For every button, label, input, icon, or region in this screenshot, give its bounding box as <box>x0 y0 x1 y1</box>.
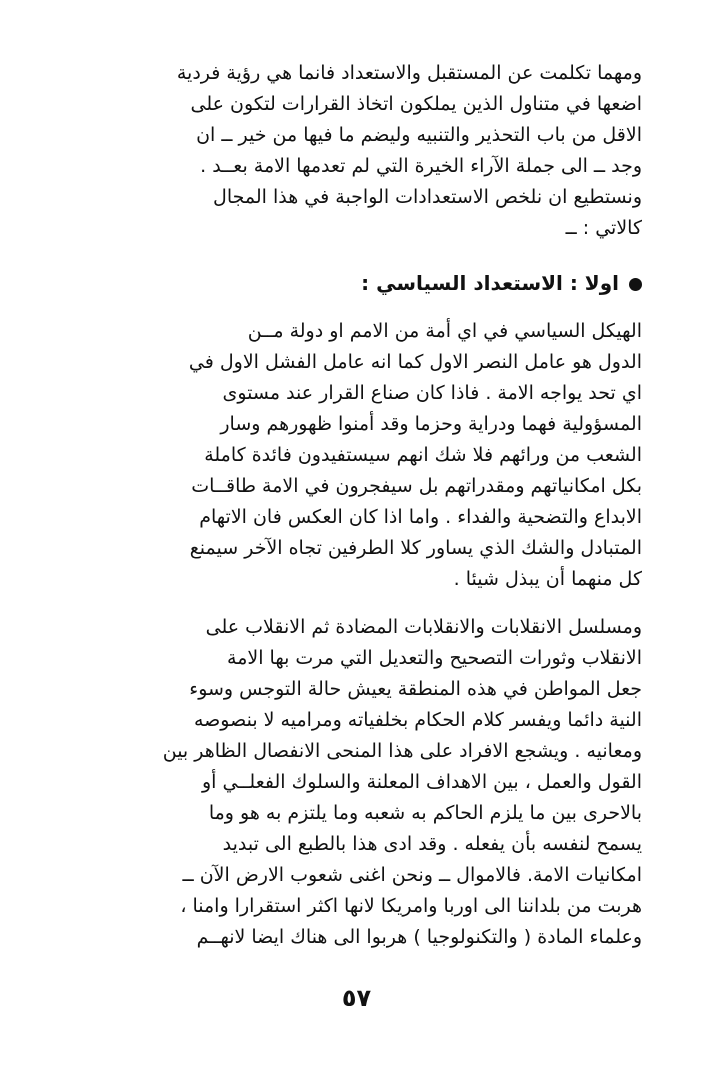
text-line: الابداع والتضحية والفداء . واما اذا كان العكس فان الاتهام <box>199 506 642 528</box>
text-line: يسمح لنفسه بأن يفعله . وقد ادى هذا بالطبع الى تبديد <box>222 833 642 855</box>
section-heading <box>100 268 642 299</box>
text-line: ونستطيع ان نلخص الاستعدادات الواجبة في هذا المجال <box>213 186 642 208</box>
text-line: ومسلسل الانقلابات والانقلابات المضادة ثم الانقلاب على <box>205 616 642 638</box>
text-line: اي تحد يواجه الامة . فاذا كان صناع القرار عند مستوى <box>222 382 642 404</box>
text-line: ومعانيه . ويشجع الافراد على هذا المنحى الانفصال الظاهر بين <box>162 740 642 762</box>
text-line: وجد ــ الى جملة الآراء الخيرة التي لم تعدمها الامة بعــد . <box>200 155 642 177</box>
text-line: جعل المواطن في هذه المنطقة يعيش حالة التوجس وسوء <box>189 678 642 700</box>
text-line: بكل امكانياتهم ومقدراتهم بل سيفجرون في الامة طاقــات <box>191 475 642 497</box>
paragraph-coups <box>100 612 642 953</box>
text-line: المسؤولية فهما ودراية وحزما وقد أمنوا ظهورهم وسار <box>220 413 642 435</box>
text-line: الدول هو عامل النصر الاول كما انه عامل الفشل الاول في <box>188 351 642 373</box>
text-line: الاقل من باب التحذير والتنبيه وليضم ما فيها من خير ــ ان <box>196 124 642 146</box>
text-line: كل منهما أن يبذل شيئا . <box>453 568 642 590</box>
heading-line <box>100 268 642 299</box>
text-line: القول والعمل ، بين الاهداف المعلنة والسلوك الفعلــي أو <box>201 771 642 793</box>
paragraph-intro <box>100 58 642 244</box>
text-line: كالاتي : ــ <box>565 217 642 239</box>
text-line: امكانيات الامة. فالاموال ــ ونحن اغنى شعوب الارض الآن ــ <box>182 864 642 886</box>
text-line: اضعها في متناول الذين يملكون اتخاذ القرارات لتكون على <box>190 93 642 115</box>
text-line: الهيكل السياسي في اي أمة من الامم او دولة مــن <box>247 320 642 342</box>
text-line: بالاحرى بين ما يلزم الحاكم به شعبه وما يلتزم به هو وما <box>208 802 642 824</box>
paragraph-political-structure <box>100 316 642 595</box>
text-line: الانقلاب وثورات التصحيح والتعديل التي مرت بها الامة <box>227 647 642 669</box>
text-line: المتبادل والشك الذي يساور كلا الطرفين تجاه الآخر سيمنع <box>189 537 642 559</box>
text-line: الشعب من ورائهم فلا شك انهم سيستفيدون فائدة كاملة <box>204 444 642 466</box>
text-line: هربت من بلداننا الى اوربا وامريكا لانها اكثر استقرارا وامنا ، <box>180 895 642 917</box>
text-line: النية دائما ويفسر كلام الحكام بخلفياته ومراميه لا بنصوصه <box>193 709 642 731</box>
heading-text: اولا : الاستعداد السياسي : <box>361 271 619 295</box>
page-number: ٥٧ <box>341 984 372 1012</box>
bullet-icon <box>629 278 642 291</box>
text-line: ومهما تكلمت عن المستقبل والاستعداد فانما هي رؤية فردية <box>176 62 642 84</box>
text-line: وعلماء المادة ( والتكنولوجيا ) هربوا الى هناك ايضا لانهــم <box>196 926 642 948</box>
